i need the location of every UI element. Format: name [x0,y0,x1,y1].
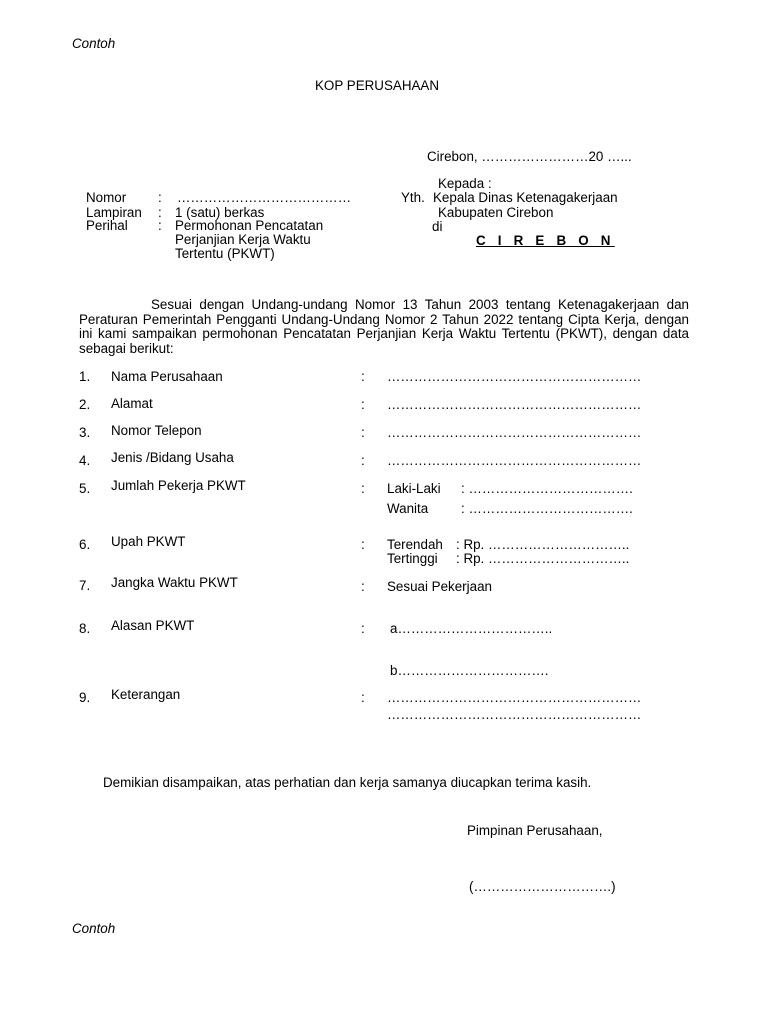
watermark-top: Contoh [72,36,116,51]
sub-value: : Rp. ………………………….. [456,537,630,552]
item-label: Jangka Waktu PKWT [111,575,238,590]
recipient-city: C I R E B O N [476,233,615,248]
sub-value: a…………………………….. [390,621,553,636]
lampiran-label: Lampiran [86,205,142,220]
item-label: Jumlah Pekerja PKWT [111,478,246,493]
item-number: 7. [79,578,91,593]
item-label: Keterangan [111,687,181,702]
recipient-kepada: Kepada : [438,176,492,191]
item-label: Nama Perusahaan [111,369,223,384]
item-value: ………………………………………………… [387,453,642,468]
item-label: Alasan PKWT [111,618,195,633]
signature-title: Pimpinan Perusahaan, [467,823,603,838]
lampiran-sep: : [158,205,162,220]
sub-label: Laki-Laki [387,481,441,496]
letterhead-title: KOP PERUSAHAAN [315,78,440,93]
item-value: ………………………………………………… [387,690,642,705]
perihal-label: Perihal [86,218,128,233]
sub-label: Terendah [387,537,443,552]
item-separator: : [361,369,365,384]
item-number: 8. [79,621,91,636]
place-date: Cirebon, ……………………20 …... [427,149,632,164]
closing-sentence: Demikian disampaikan, atas perhatian dan kerja samanya diucapkan terima kasih. [103,775,592,790]
item-value: Sesuai Pekerjaan [387,579,492,594]
perihal-line1: Permohonan Pencatatan [175,218,324,233]
recipient-line1: Kepala Dinas Ketenagakerjaan [433,190,618,205]
lampiran-value: 1 (satu) berkas [175,205,265,220]
item-number: 2. [79,397,91,412]
item-number: 6. [79,537,91,552]
nomor-value: ………………………………… [177,190,352,205]
item-value-line2: ………………………………………………… [387,707,642,722]
item-number: 1. [79,369,91,384]
perihal-line3: Tertentu (PKWT) [175,246,275,261]
intro-paragraph-text: Sesuai dengan Undang-undang Nomor 13 Tahun 2003 tentang Ketenagakerjaan dan Peraturan Pemerintah Pengganti Undang-Undang Nomor 2 Tahun 2022 tentang Cipta Kerja, dengan ini kami sampaikan permohonan Pencatatan Perjanjian Kerja Waktu Tertentu (PKWT), dengan data sebagai berikut: [79,297,689,356]
sub-value: : Rp. ………………………….. [456,551,630,566]
sub-value: : ………………………………. [461,501,633,516]
sub-label: Wanita [387,501,429,516]
item-separator: : [361,425,365,440]
item-separator: : [361,397,365,412]
item-value: ………………………………………………… [387,369,642,384]
recipient-yth: Yth. [401,190,425,205]
item-separator: : [361,537,365,552]
recipient-line2: Kabupaten Cirebon [438,205,554,220]
item-separator: : [361,481,365,496]
perihal-line2: Perjanjian Kerja Waktu [175,232,311,247]
item-separator: : [361,690,365,705]
item-number: 3. [79,425,91,440]
item-value: ………………………………………………… [387,397,642,412]
item-separator: : [361,453,365,468]
nomor-sep: : [158,190,162,205]
item-label: Alamat [111,396,153,411]
item-separator: : [361,579,365,594]
recipient-di: di [432,219,443,234]
watermark-bottom: Contoh [72,921,116,936]
perihal-sep: : [158,218,162,233]
signature-name: (………………………….) [469,879,616,894]
item-number: 4. [79,453,91,468]
item-label: Jenis /Bidang Usaha [111,450,234,465]
item-label: Upah PKWT [111,534,186,549]
item-number: 5. [79,481,91,496]
sub-label: Tertinggi [387,551,438,566]
sub-value: b……………………………. [390,663,549,678]
item-separator: : [361,621,365,636]
sub-value: : ………………………………. [461,481,633,496]
item-label: Nomor Telepon [111,423,202,438]
nomor-label: Nomor [86,190,127,205]
intro-paragraph [79,298,689,356]
item-number: 9. [79,690,91,705]
item-value: ………………………………………………… [387,425,642,440]
